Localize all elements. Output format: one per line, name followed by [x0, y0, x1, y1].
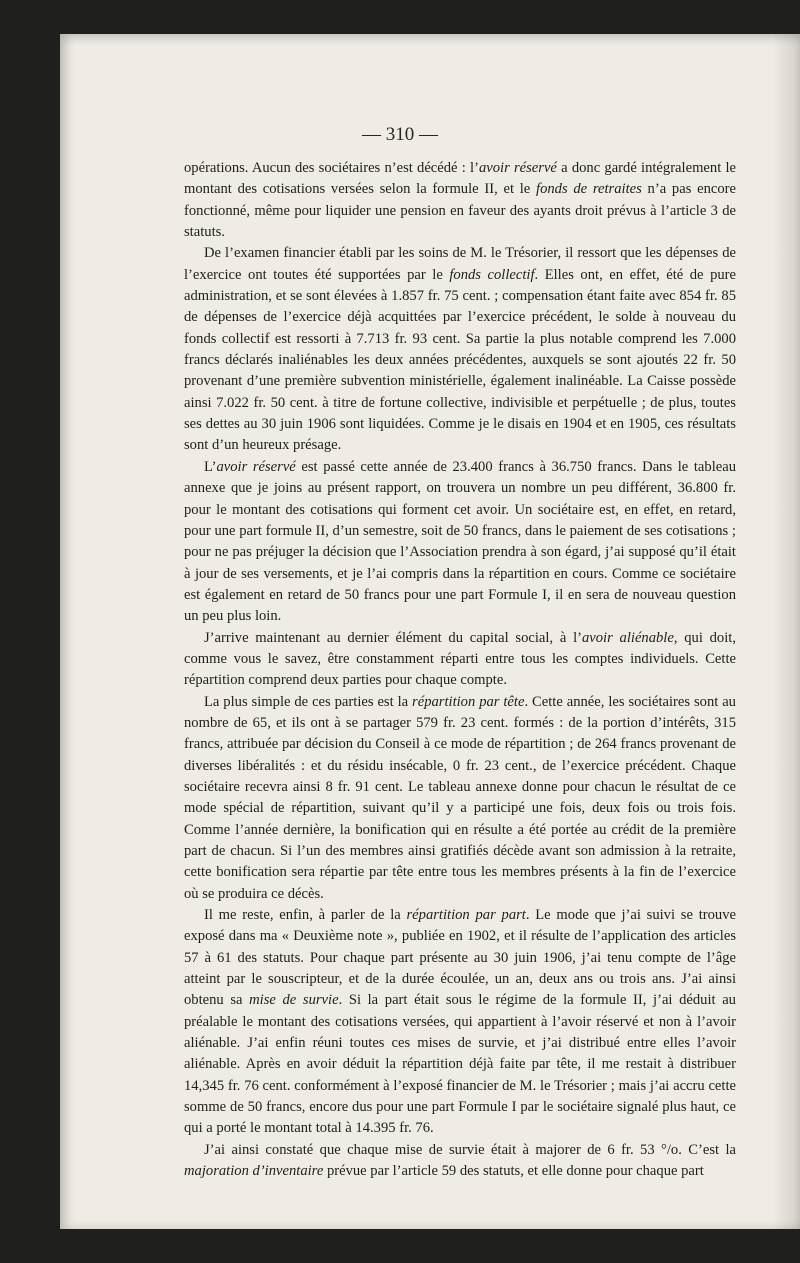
text-run: est passé cette année de 23.400 francs à 36.750 francs. Dans le tableau annexe que je joins au présent rapport, on trouvera un nombre un peu différent, 36.800 fr. pour le montant des cotisations qui forment cet avoir. Un sociétaire est, en effet, en retard, pour une part formule II, d’un semestre, soit de 50 francs, dans le paiement de ses cotisations ; pour ne pas préjuger la décision que l’Association prendra à son égard, j’ai supposé qu’il était à jour de ses versements, et je l’ai compris dans la répartition en cours. Comme ce sociétaire est également en retard de 50 francs pour une part Formule I, il en sera de nouveau question un peu plus loin. — [184, 458, 737, 625]
text-run: . Si la part était sous le régime de la formule II, j’ai déduit au préalable le montant des cotisations versées, qui appartient à l’avoir réservé et non à l’avoir aliénable. J’ai enfin réuni toutes ces mises de survie, et j’ai distribué entre elles l’avoir aliénable. Après en avoir déduit la répartition déjà faite par tête, il me restait à distribuer 14,345 fr. 76 cent. conformément à l’exposé financier de M. le Trésorier ; mais j’ai accru cette somme de 50 francs, encore dus pour une part Formule I par le sociétaire signalé plus haut, ce qui a porté le montant total à 14.395 fr. 76. — [184, 992, 736, 1137]
body-text — [184, 158, 736, 1183]
text-run: De l’examen financier établi par les soins de M. le Trésorier, il ressort que les dépenses de l’exercice ont toutes été supportées par le — [184, 245, 736, 283]
paragraph — [184, 457, 736, 628]
italic-term: avoir réservé — [478, 160, 557, 176]
text-run: a donc gardé intégralement le montant des cotisations versées selon la formule II, et le — [184, 160, 736, 198]
italic-term: avoir aliénable — [581, 629, 674, 646]
italic-term: fonds collectif — [449, 266, 535, 283]
italic-term: mise de survie — [249, 992, 339, 1009]
text-run: . Elles ont, en effet, été de pure administration, et se sont élevées à 1.857 fr. 75 cent. ; compensation étant faite avec 854 fr. 85 de dépenses de l’exercice déjà acquittées par l’exercice précédent, le solde à nouveau du fonds collectif est ressorti à 7.713 fr. 93 cent. Sa partie la plus notable comprend les 7.000 francs déclarés inaliénables les deux années précédentes, auxquels se sont ajoutés 22 fr. 50 provenant d’une première subvention ministérielle, également inalinéable. La Caisse possède ainsi 7.022 fr. 50 cent. à titre de fortune collective, indivisible et perpétuelle ; de plus, toutes ses dettes au 30 juin 1906 sont liquidées. Comme je le disais en 1904 et en 1905, ces résultats sont d’un heureux présage. — [184, 266, 736, 454]
text-run: J’ai ainsi constaté que chaque mise de survie était à majorer de 6 fr. 53 °/o. C’est la — [204, 1141, 736, 1158]
text-run: Il me reste, enfin, à parler de la — [204, 907, 407, 924]
italic-term: répartition par tête — [412, 693, 525, 710]
paragraph — [184, 905, 736, 1140]
page-number: — 310 — — [362, 124, 438, 145]
page-edge-shadow — [772, 34, 800, 1229]
italic-term: répartition par part — [406, 907, 526, 924]
text-run: , qui doit, comme vous le savez, être constamment réparti entre tous les comptes individuels. Cette répartition comprend deux parties pour chaque compte. — [184, 629, 736, 689]
italic-term: majoration d’inventaire — [184, 1163, 324, 1180]
text-run: prévue par l’article 59 des statuts, et elle donne pour chaque part — [323, 1163, 704, 1180]
text-run: opérations. Aucun des sociétaires n’est décédé : l’ — [184, 160, 479, 176]
italic-term: avoir réservé — [216, 458, 296, 475]
text-run: La plus simple de ces parties est la — [204, 693, 413, 710]
text-run: L’ — [204, 458, 217, 475]
paragraph — [184, 1140, 736, 1183]
text-run: . Le mode que j’ai suivi se trouve exposé dans ma « Deuxième note », publiée en 1902, et il résulte de l’application des articles 57 à 61 des statuts. Pour chaque part présente au 30 juin 1906, j’ai tenu compte de l’âge atteint par le souscripteur, et de la durée écoulée, un an, deux ans ou trois ans. J’ai ainsi obtenu sa — [184, 907, 736, 1009]
text-run: J’arrive maintenant au dernier élément du capital social, à l’ — [204, 629, 582, 646]
paragraph — [184, 158, 736, 243]
text-run: . Cette année, les sociétaires sont au nombre de 65, et ils ont à se partager 579 fr. 23 cent. formés : de la portion d’intérêts, 315 francs, attribuée par décision du Conseil à ce mode de répartition ; de 264 francs provenant de diverses libéralités : et du résidu insécable, 0 fr. 23 cent., de l’exercice précédent. Chaque sociétaire recevra ainsi 8 fr. 91 cent. Le tableau annexe donne pour chacun le résultat de ce mode spécial de répartition, suivant qu’il y a participé une fois, deux fois ou trois fois. Comme l’année dernière, la bonification qui en résulte a été portée au crédit de la première part de chacun. Si l’un des membres ainsi gratifiés décède avant son admission à la retraite, cette bonification sera répartie par tête entre tous les membres présents à la fin de l’exercice où se produira ce décès. — [184, 693, 736, 902]
paragraph — [184, 628, 736, 692]
italic-term: fonds de retraites — [536, 181, 642, 198]
text-run: n’a pas encore fonctionné, même pour liquider une pension en faveur des ayants droit prévus à l’article 3 de statuts. — [184, 181, 737, 241]
paragraph — [184, 243, 736, 456]
paragraph — [184, 692, 736, 905]
